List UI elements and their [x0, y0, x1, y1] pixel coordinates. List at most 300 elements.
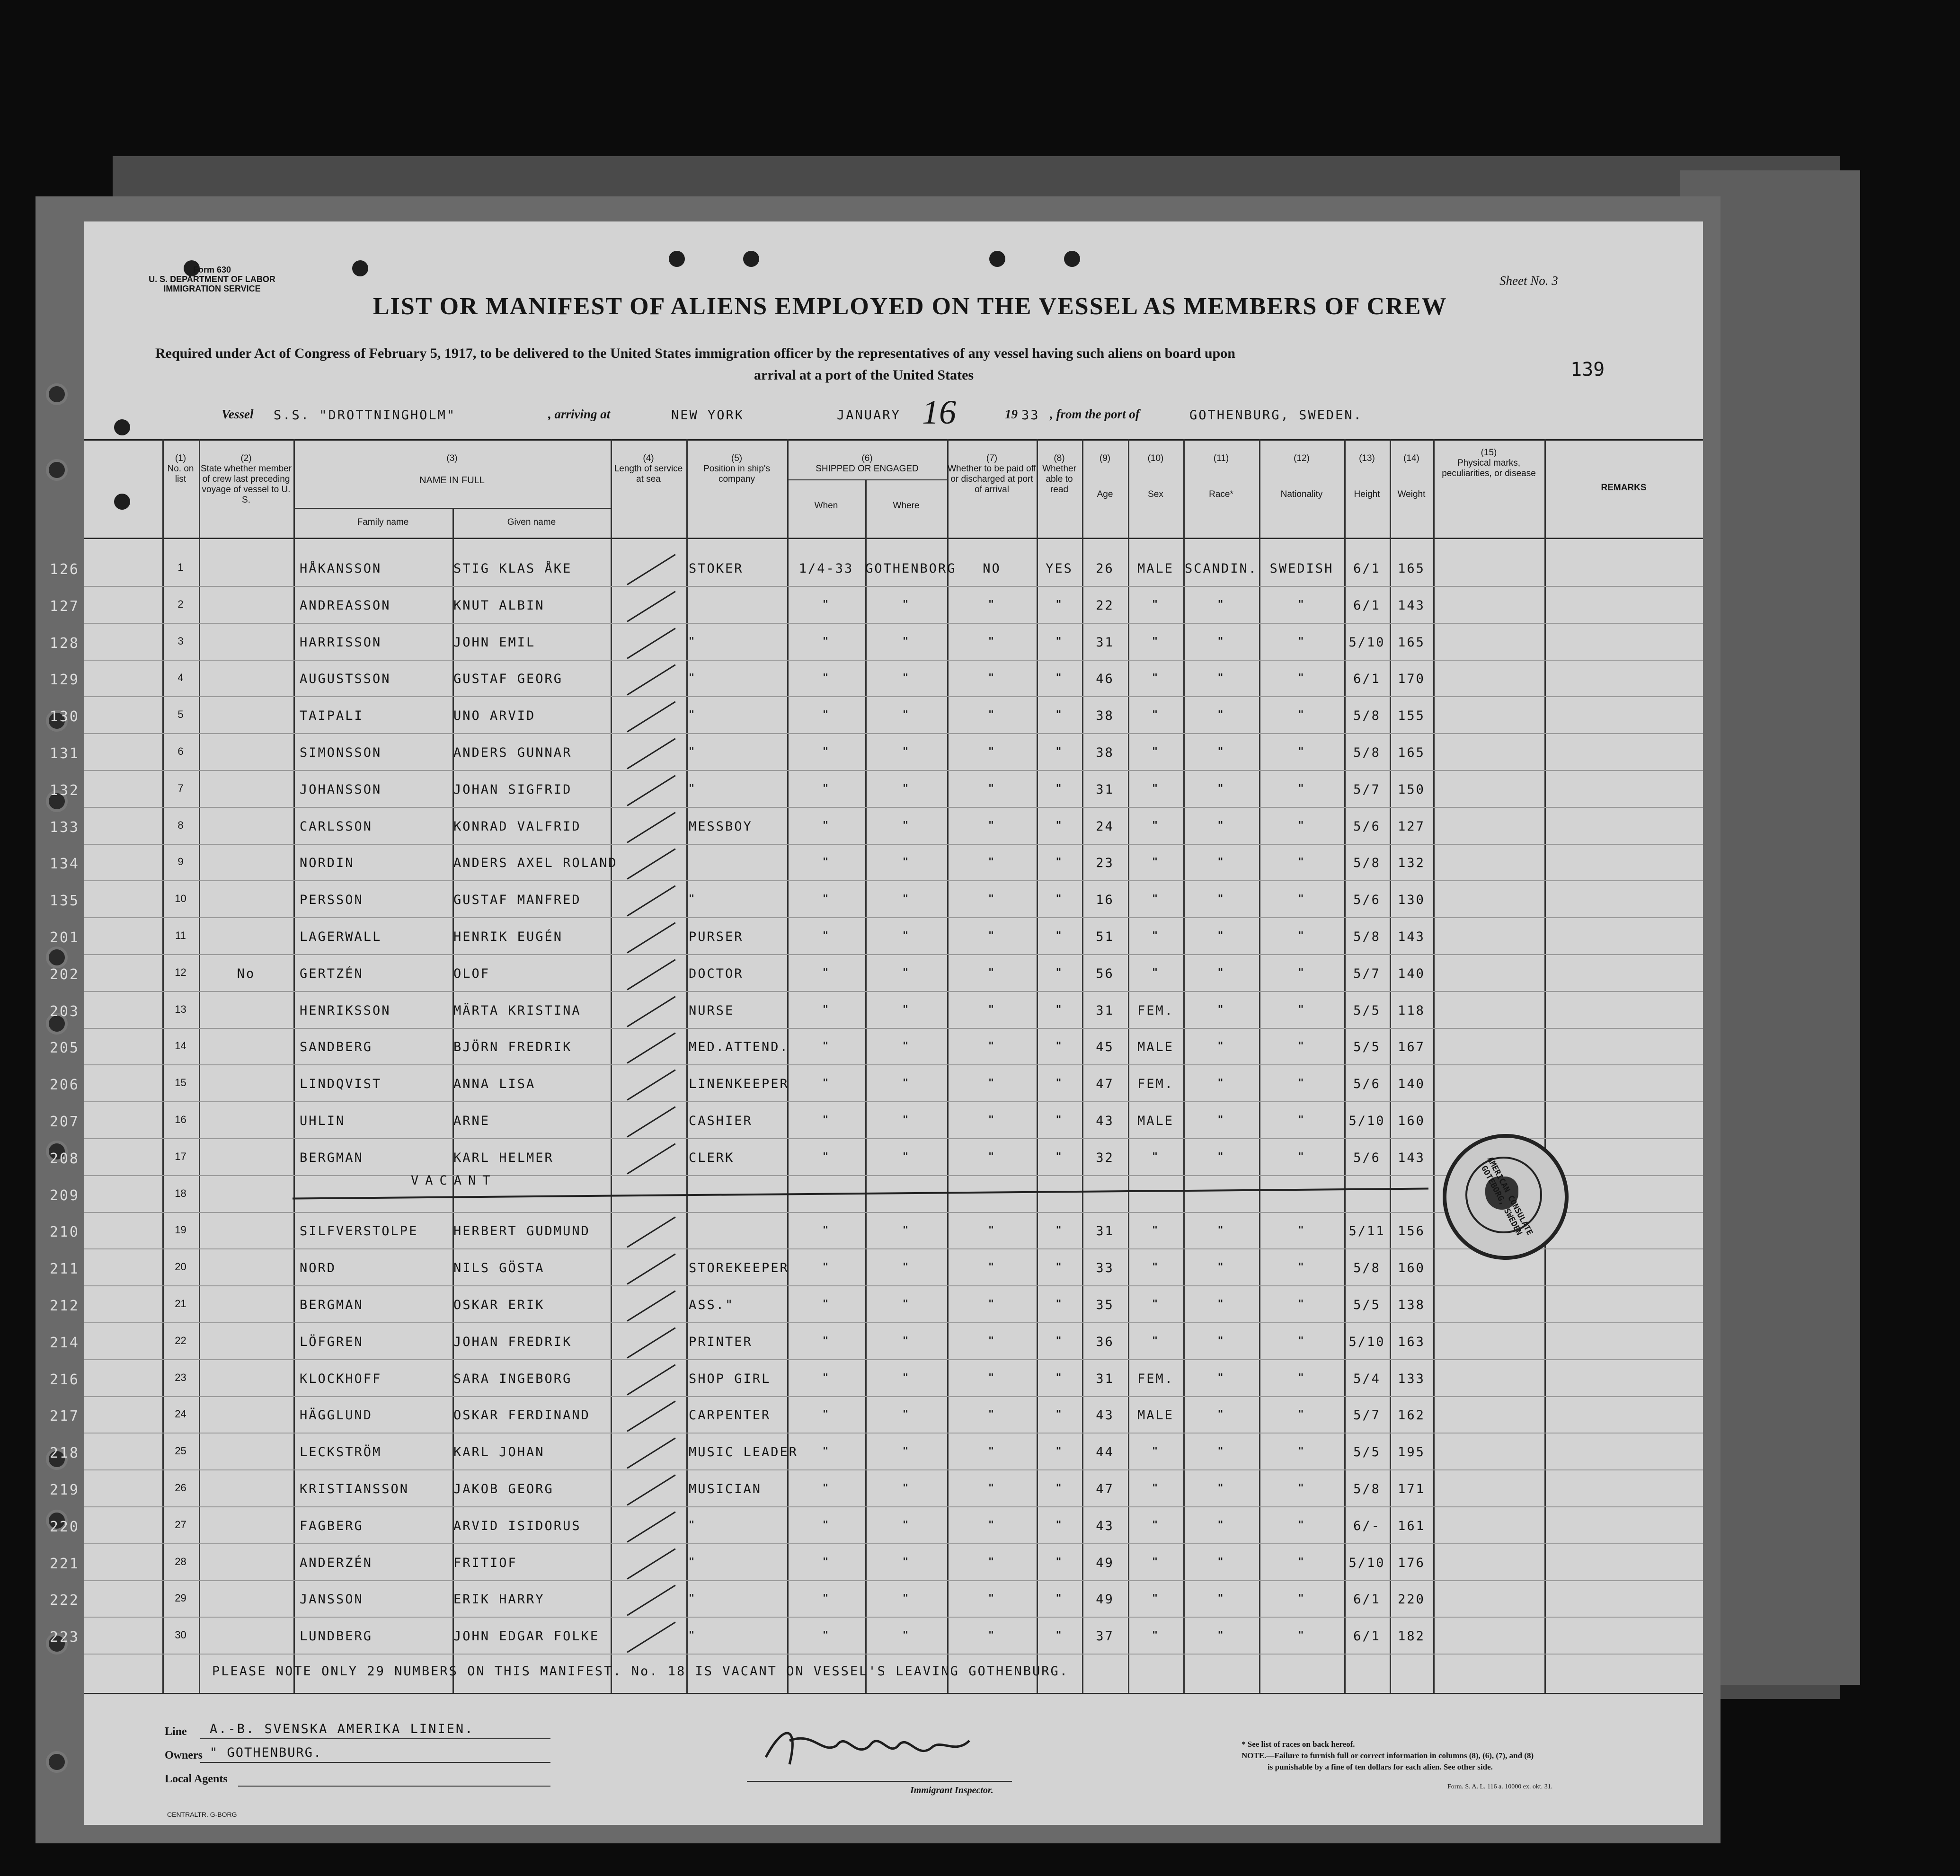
- cell-given: JOHN EMIL: [453, 635, 536, 650]
- cell-when: ": [822, 672, 830, 683]
- cell-no: 5: [177, 708, 184, 721]
- cell-given: ARVID ISIDORUS: [453, 1518, 581, 1533]
- cell-where: ": [902, 1298, 910, 1309]
- cell-no: 8: [177, 819, 184, 831]
- cell-height: 5/11: [1348, 1224, 1385, 1239]
- cell-where: ": [902, 1445, 910, 1457]
- cell-weight: 130: [1398, 893, 1425, 908]
- punch-hole: [114, 419, 130, 435]
- service-checkmark: [627, 1548, 675, 1579]
- col-3-header: (3) NAME IN FULL: [419, 453, 485, 486]
- service-checkmark: [627, 959, 675, 990]
- cell-family: FAGBERG: [300, 1518, 364, 1533]
- cell-no: 22: [175, 1334, 186, 1346]
- cell-age: 26: [1096, 561, 1114, 576]
- cell-given: SARA INGEBORG: [453, 1371, 572, 1386]
- cell-weight: 140: [1398, 1077, 1425, 1092]
- service-checkmark: [627, 1070, 675, 1101]
- printer-mark: CENTRALTR. G-BORG: [167, 1811, 237, 1818]
- cell-no: 19: [175, 1224, 186, 1236]
- cell-height: 6/1: [1353, 672, 1381, 687]
- cell-weight: 167: [1398, 1040, 1425, 1055]
- col-11-header: (11) Race*: [1209, 453, 1233, 499]
- col-15-header: (15) Physical marks, peculiarities, or disease: [1442, 448, 1536, 478]
- row-rule: [84, 880, 1703, 881]
- table-row: [49, 663, 1703, 698]
- cell-given: FRITIOF: [453, 1555, 517, 1570]
- cell-given: KARL HELMER: [453, 1150, 554, 1165]
- cell-no: 7: [177, 782, 184, 794]
- cell-read: ": [1055, 672, 1063, 683]
- cell-weight: 165: [1398, 745, 1425, 760]
- cell-age: 31: [1096, 782, 1114, 797]
- cell-height: 5/8: [1353, 1482, 1381, 1496]
- punch-hole: [114, 494, 130, 510]
- cell-ref: 130: [49, 708, 80, 726]
- cell-weight: 118: [1398, 1003, 1425, 1018]
- cell-ref: 209: [49, 1187, 80, 1204]
- binder-ring: [46, 1751, 68, 1773]
- page-title: LIST OR MANIFEST OF ALIENS EMPLOYED ON THE VESSEL AS MEMBERS OF CREW: [373, 293, 1447, 320]
- cell-when: ": [822, 1408, 830, 1420]
- cell-read: ": [1055, 966, 1063, 978]
- row-rule: [84, 954, 1703, 955]
- cell-race: ": [1217, 819, 1225, 831]
- cell-sex: ": [1152, 782, 1160, 794]
- manifest-note: PLEASE NOTE ONLY 29 NUMBERS ON THIS MANIFEST. No. 18 IS VACANT ON VESSEL'S LEAVING GOTHENBURG.: [212, 1664, 1069, 1679]
- cell-paid: ": [988, 1371, 996, 1383]
- cell-where: ": [902, 1408, 910, 1420]
- cell-read: ": [1055, 893, 1063, 904]
- cell-nationality: ": [1298, 1371, 1305, 1383]
- cell-sex: ": [1152, 966, 1160, 978]
- service-checkmark: [627, 1511, 675, 1542]
- cell-no: 10: [175, 893, 186, 905]
- service-checkmark: [627, 1401, 675, 1432]
- row-rule: [84, 1285, 1703, 1286]
- cell-position: NURSE: [689, 1003, 735, 1018]
- cell-read: ": [1055, 856, 1063, 867]
- cell-ref: 131: [49, 745, 80, 762]
- col-1-header: (1) No. on list: [167, 453, 194, 484]
- cell-when: ": [822, 1592, 830, 1604]
- cell-position: MESSBOY: [689, 819, 753, 834]
- vessel-name: S.S. "DROTTNINGHOLM": [274, 408, 456, 423]
- cell-when: ": [822, 598, 830, 610]
- cell-sex: ": [1152, 1150, 1160, 1162]
- cell-no: 1: [177, 561, 184, 573]
- row-rule: [84, 807, 1703, 808]
- arrival-year: 33: [1021, 408, 1040, 423]
- cell-race: ": [1217, 1003, 1225, 1015]
- service-checkmark: [627, 1217, 675, 1248]
- cell-paid: ": [988, 598, 996, 610]
- cell-height: 5/8: [1353, 1261, 1381, 1276]
- cell-position: PURSER: [689, 929, 744, 944]
- cell-where: ": [902, 1334, 910, 1346]
- inspector-signature: [756, 1712, 1002, 1779]
- cell-family: ANDERZÉN: [300, 1555, 373, 1570]
- cell-where: ": [902, 1371, 910, 1383]
- cell-position: ": [689, 893, 696, 904]
- cell-position: CLERK: [689, 1150, 735, 1165]
- cell-where: ": [902, 856, 910, 867]
- cell-family: PERSSON: [300, 893, 364, 908]
- cell-read: ": [1055, 1003, 1063, 1015]
- cell-no: 11: [175, 929, 186, 941]
- table-row: [49, 627, 1703, 662]
- cell-family: BERGMAN: [300, 1150, 364, 1165]
- year-prefix: 19: [1005, 407, 1018, 421]
- cell-where: ": [902, 635, 910, 646]
- table-row: [49, 1326, 1703, 1361]
- cell-race: ": [1217, 598, 1225, 610]
- cell-ref: 208: [49, 1150, 80, 1167]
- cell-height: 5/6: [1353, 1150, 1381, 1165]
- cell-weight: 170: [1398, 672, 1425, 687]
- punch-hole: [1064, 251, 1080, 267]
- shipped-subheader-rule: [787, 479, 947, 480]
- service-checkmark: [627, 1033, 675, 1064]
- cell-sex: ": [1152, 635, 1160, 646]
- cell-sex: ": [1152, 819, 1160, 831]
- cell-read: ": [1055, 635, 1063, 646]
- cell-when: ": [822, 856, 830, 867]
- cell-no: 29: [175, 1592, 186, 1604]
- cell-nationality: ": [1298, 1555, 1305, 1567]
- col-8-header: (8) Whether able to read: [1042, 453, 1076, 495]
- cell-paid: ": [988, 1518, 996, 1530]
- cell-ref: 127: [49, 598, 80, 615]
- cell-height: 5/10: [1348, 1334, 1385, 1349]
- cell-age: 43: [1096, 1518, 1114, 1533]
- cell-height: 5/8: [1353, 708, 1381, 724]
- cell-age: 36: [1096, 1334, 1114, 1349]
- punch-hole: [352, 260, 368, 276]
- cell-age: 37: [1096, 1629, 1114, 1644]
- cell-no: 4: [177, 672, 184, 684]
- cell-paid: NO: [983, 561, 1001, 576]
- cell-sex: MALE: [1137, 561, 1174, 576]
- cell-race: ": [1217, 635, 1225, 646]
- cell-family: NORD: [300, 1261, 337, 1276]
- cell-no: 24: [175, 1408, 186, 1420]
- cell-age: 49: [1096, 1555, 1114, 1570]
- cell-ref: 211: [49, 1261, 80, 1278]
- service-checkmark: [627, 664, 675, 696]
- cell-where: ": [902, 1629, 910, 1641]
- cell-race: ": [1217, 966, 1225, 978]
- cell-where: ": [902, 1003, 910, 1015]
- cell-given: BJÖRN FREDRIK: [453, 1040, 572, 1055]
- cell-nationality: ": [1298, 1518, 1305, 1530]
- cell-no: 12: [175, 966, 186, 978]
- cell-race: ": [1217, 1592, 1225, 1604]
- cell-no: 23: [175, 1371, 186, 1383]
- service-checkmark: [627, 591, 675, 622]
- table-row: [49, 1436, 1703, 1471]
- cell-no: 3: [177, 635, 184, 647]
- row-rule: [84, 1359, 1703, 1360]
- cell-race: ": [1217, 1040, 1225, 1052]
- cell-given: UNO ARVID: [453, 708, 536, 724]
- table-row: [49, 958, 1703, 993]
- cell-no: 30: [175, 1629, 186, 1641]
- cell-when: ": [822, 1371, 830, 1383]
- service-checkmark: [627, 1438, 675, 1469]
- cell-age: 38: [1096, 708, 1114, 724]
- cell-age: 31: [1096, 1224, 1114, 1239]
- cell-no: 28: [175, 1555, 186, 1567]
- cell-family: LINDQVIST: [300, 1077, 382, 1092]
- cell-given: HENRIK EUGÉN: [453, 929, 563, 944]
- cell-height: 5/7: [1353, 966, 1381, 981]
- cell-family: HÅKANSSON: [300, 561, 382, 576]
- cell-paid: ": [988, 1482, 996, 1493]
- cell-given: OSKAR ERIK: [453, 1298, 545, 1312]
- cell-nationality: ": [1298, 1040, 1305, 1052]
- row-rule: [84, 733, 1703, 734]
- cell-weight: 133: [1398, 1371, 1425, 1386]
- cell-nationality: ": [1298, 672, 1305, 683]
- arrival-month: JANUARY: [837, 408, 901, 423]
- cell-race: ": [1217, 1445, 1225, 1457]
- cell-weight: 160: [1398, 1261, 1425, 1276]
- table-row: [49, 1584, 1703, 1619]
- cell-ref: 221: [49, 1555, 80, 1572]
- row-rule: [84, 623, 1703, 624]
- cell-read: ": [1055, 819, 1063, 831]
- remarks-header: REMARKS: [1601, 483, 1647, 493]
- cell-sex: MALE: [1137, 1040, 1174, 1055]
- cell-height: 6/1: [1353, 1629, 1381, 1644]
- cell-weight: 143: [1398, 929, 1425, 944]
- cell-read: ": [1055, 929, 1063, 941]
- row-rule: [84, 917, 1703, 918]
- cell-read: ": [1055, 1298, 1063, 1309]
- cell-position: MED.ATTEND.: [689, 1040, 789, 1055]
- cell-sex: ": [1152, 672, 1160, 683]
- cell-race: ": [1217, 1261, 1225, 1273]
- cell-when: ": [822, 635, 830, 646]
- cell-position: DOCTOR: [689, 966, 744, 981]
- cell-read: ": [1055, 1334, 1063, 1346]
- cell-where: ": [902, 1261, 910, 1273]
- cell-nationality: ": [1298, 782, 1305, 794]
- cell-sex: FEM.: [1137, 1077, 1174, 1092]
- cell-family: LUNDBERG: [300, 1629, 373, 1644]
- table-row: [49, 1031, 1703, 1066]
- page-number: 139: [1570, 359, 1605, 381]
- cell-sex: ": [1152, 1629, 1160, 1641]
- service-checkmark: [627, 1474, 675, 1505]
- row-rule: [84, 1469, 1703, 1470]
- cell-nationality: ": [1298, 1334, 1305, 1346]
- cell-nationality: ": [1298, 1077, 1305, 1088]
- row-rule: [84, 1396, 1703, 1397]
- cell-position: ": [689, 745, 696, 757]
- cell-ref: 135: [49, 893, 80, 910]
- cell-race: ": [1217, 929, 1225, 941]
- cell-race: ": [1217, 1629, 1225, 1641]
- cell-paid: ": [988, 1555, 996, 1567]
- cell-family: BERGMAN: [300, 1298, 364, 1312]
- cell-nationality: ": [1298, 1445, 1305, 1457]
- table-row: [49, 921, 1703, 956]
- service-checkmark: [627, 1585, 675, 1616]
- cell-age: 45: [1096, 1040, 1114, 1055]
- cell-paid: ": [988, 1040, 996, 1052]
- cell-position: MUSIC LEADER: [689, 1445, 798, 1460]
- cell-race: ": [1217, 782, 1225, 794]
- col-6-header: (6) SHIPPED OR ENGAGED: [816, 453, 919, 474]
- cell-ref: 206: [49, 1077, 80, 1094]
- form-header: [141, 265, 283, 293]
- cell-age: 56: [1096, 966, 1114, 981]
- owners-label: Owners: [165, 1749, 203, 1761]
- service-checkmark: [627, 701, 675, 733]
- cell-race: ": [1217, 1298, 1225, 1309]
- cell-paid: ": [988, 819, 996, 831]
- cell-sex: ": [1152, 1224, 1160, 1236]
- cell-given: KONRAD VALFRID: [453, 819, 581, 834]
- cell-ref: 134: [49, 856, 80, 873]
- cell-read: ": [1055, 1224, 1063, 1236]
- arrival-port: NEW YORK: [671, 408, 745, 423]
- cell-weight: 140: [1398, 966, 1425, 981]
- cell-race: ": [1217, 1150, 1225, 1162]
- cell-read: ": [1055, 1408, 1063, 1420]
- cell-ref: 220: [49, 1518, 80, 1535]
- manifest-sheet: [49, 221, 1703, 1825]
- punch-hole: [989, 251, 1005, 267]
- cell-when: ": [822, 893, 830, 904]
- cell-family: SILFVERSTOLPE: [300, 1224, 418, 1239]
- cell-sex: ": [1152, 856, 1160, 867]
- cell-height: 5/4: [1353, 1371, 1381, 1386]
- cell-read: YES: [1046, 561, 1073, 576]
- cell-ref: 222: [49, 1592, 80, 1609]
- cell-race: ": [1217, 1224, 1225, 1236]
- cell-read: ": [1055, 1261, 1063, 1273]
- cell-sex: FEM.: [1137, 1371, 1174, 1386]
- cell-race: ": [1217, 1371, 1225, 1383]
- cell-given: ANDERS AXEL ROLAND: [453, 856, 618, 871]
- family-name-header: Family name: [357, 517, 409, 527]
- cell-where: ": [902, 598, 910, 610]
- cell-nationality: ": [1298, 635, 1305, 646]
- cell-no: 20: [175, 1261, 186, 1273]
- cell-sex: ": [1152, 745, 1160, 757]
- service-checkmark: [627, 885, 675, 917]
- cell-age: 43: [1096, 1114, 1114, 1128]
- cell-height: 5/5: [1353, 1445, 1381, 1460]
- cell-ref: 133: [49, 819, 80, 836]
- table-row: [49, 847, 1703, 882]
- cell-age: 38: [1096, 745, 1114, 760]
- cell-sex: ": [1152, 1482, 1160, 1493]
- table-row: [49, 1547, 1703, 1582]
- cell-given: JOHN EDGAR FOLKE: [453, 1629, 600, 1644]
- cell-given: STIG KLAS ÅKE: [453, 561, 572, 576]
- cell-family: TAIPALI: [300, 708, 364, 724]
- cell-position: ASS.": [689, 1298, 735, 1312]
- cell-weight: 165: [1398, 561, 1425, 576]
- cell-read: ": [1055, 1040, 1063, 1052]
- service-checkmark: [627, 849, 675, 880]
- cell-given: ERIK HARRY: [453, 1592, 545, 1607]
- cell-read: ": [1055, 1445, 1063, 1457]
- cell-weight: 171: [1398, 1482, 1425, 1496]
- cell-ref: 202: [49, 966, 80, 983]
- cell-when: ": [822, 1150, 830, 1162]
- cell-age: 43: [1096, 1408, 1114, 1423]
- cell-race: ": [1217, 672, 1225, 683]
- cell-sex: MALE: [1137, 1408, 1174, 1423]
- cell-family: NORDIN: [300, 856, 355, 871]
- cell-family: HARRISSON: [300, 635, 382, 650]
- cell-position: CARPENTER: [689, 1408, 771, 1423]
- cell-family: UHLIN: [300, 1114, 346, 1128]
- cell-family: CARLSSON: [300, 819, 373, 834]
- local-agents-label: Local Agents: [165, 1773, 228, 1785]
- col-5-header: (5) Position in ship's company: [703, 453, 770, 484]
- cell-position: STOREKEEPER: [689, 1261, 789, 1276]
- cell-nationality: ": [1298, 1298, 1305, 1309]
- cell-paid: ": [988, 856, 996, 867]
- cell-ref: 126: [49, 561, 80, 578]
- cell-position: STOKER: [689, 561, 744, 576]
- row-rule: [84, 1248, 1703, 1249]
- table-row: [49, 590, 1703, 625]
- cell-paid: ": [988, 1408, 996, 1420]
- cell-read: ": [1055, 708, 1063, 720]
- consulate-seal: [1443, 1134, 1569, 1260]
- cell-family: LÖFGREN: [300, 1334, 364, 1349]
- cell-paid: ": [988, 1334, 996, 1346]
- cell-sex: ": [1152, 1334, 1160, 1346]
- cell-age: 23: [1096, 856, 1114, 871]
- cell-given: ANDERS GUNNAR: [453, 745, 572, 760]
- row-rule: [84, 1654, 1703, 1655]
- cell-position: ": [689, 1555, 696, 1567]
- cell-when: ": [822, 745, 830, 757]
- cell-position: ": [689, 1629, 696, 1641]
- cell-family: SIMONSSON: [300, 745, 382, 760]
- cell-read: ": [1055, 745, 1063, 757]
- cell-family: JOHANSSON: [300, 782, 382, 797]
- cell-race: ": [1217, 1114, 1225, 1125]
- cell-no: 9: [177, 856, 184, 868]
- cell-position: LINENKEEPER: [689, 1077, 789, 1092]
- table-row: [49, 1363, 1703, 1398]
- cell-when: 1/4-33: [798, 561, 854, 576]
- col-12-header: (12) Nationality: [1280, 453, 1323, 499]
- cell-weight: 220: [1398, 1592, 1425, 1607]
- cell-nationality: ": [1298, 929, 1305, 941]
- cell-height: 5/5: [1353, 1298, 1381, 1312]
- table-row: [49, 1068, 1703, 1103]
- cell-position: ": [689, 672, 696, 683]
- cell-when: ": [822, 1040, 830, 1052]
- cell-family: KRISTIANSSON: [300, 1482, 409, 1496]
- cell-ref: 216: [49, 1371, 80, 1388]
- cell-nationality: ": [1298, 819, 1305, 831]
- cell-no: 18: [175, 1187, 186, 1199]
- cell-paid: ": [988, 1298, 996, 1309]
- cell-age: 49: [1096, 1592, 1114, 1607]
- cell-where: ": [902, 1114, 910, 1125]
